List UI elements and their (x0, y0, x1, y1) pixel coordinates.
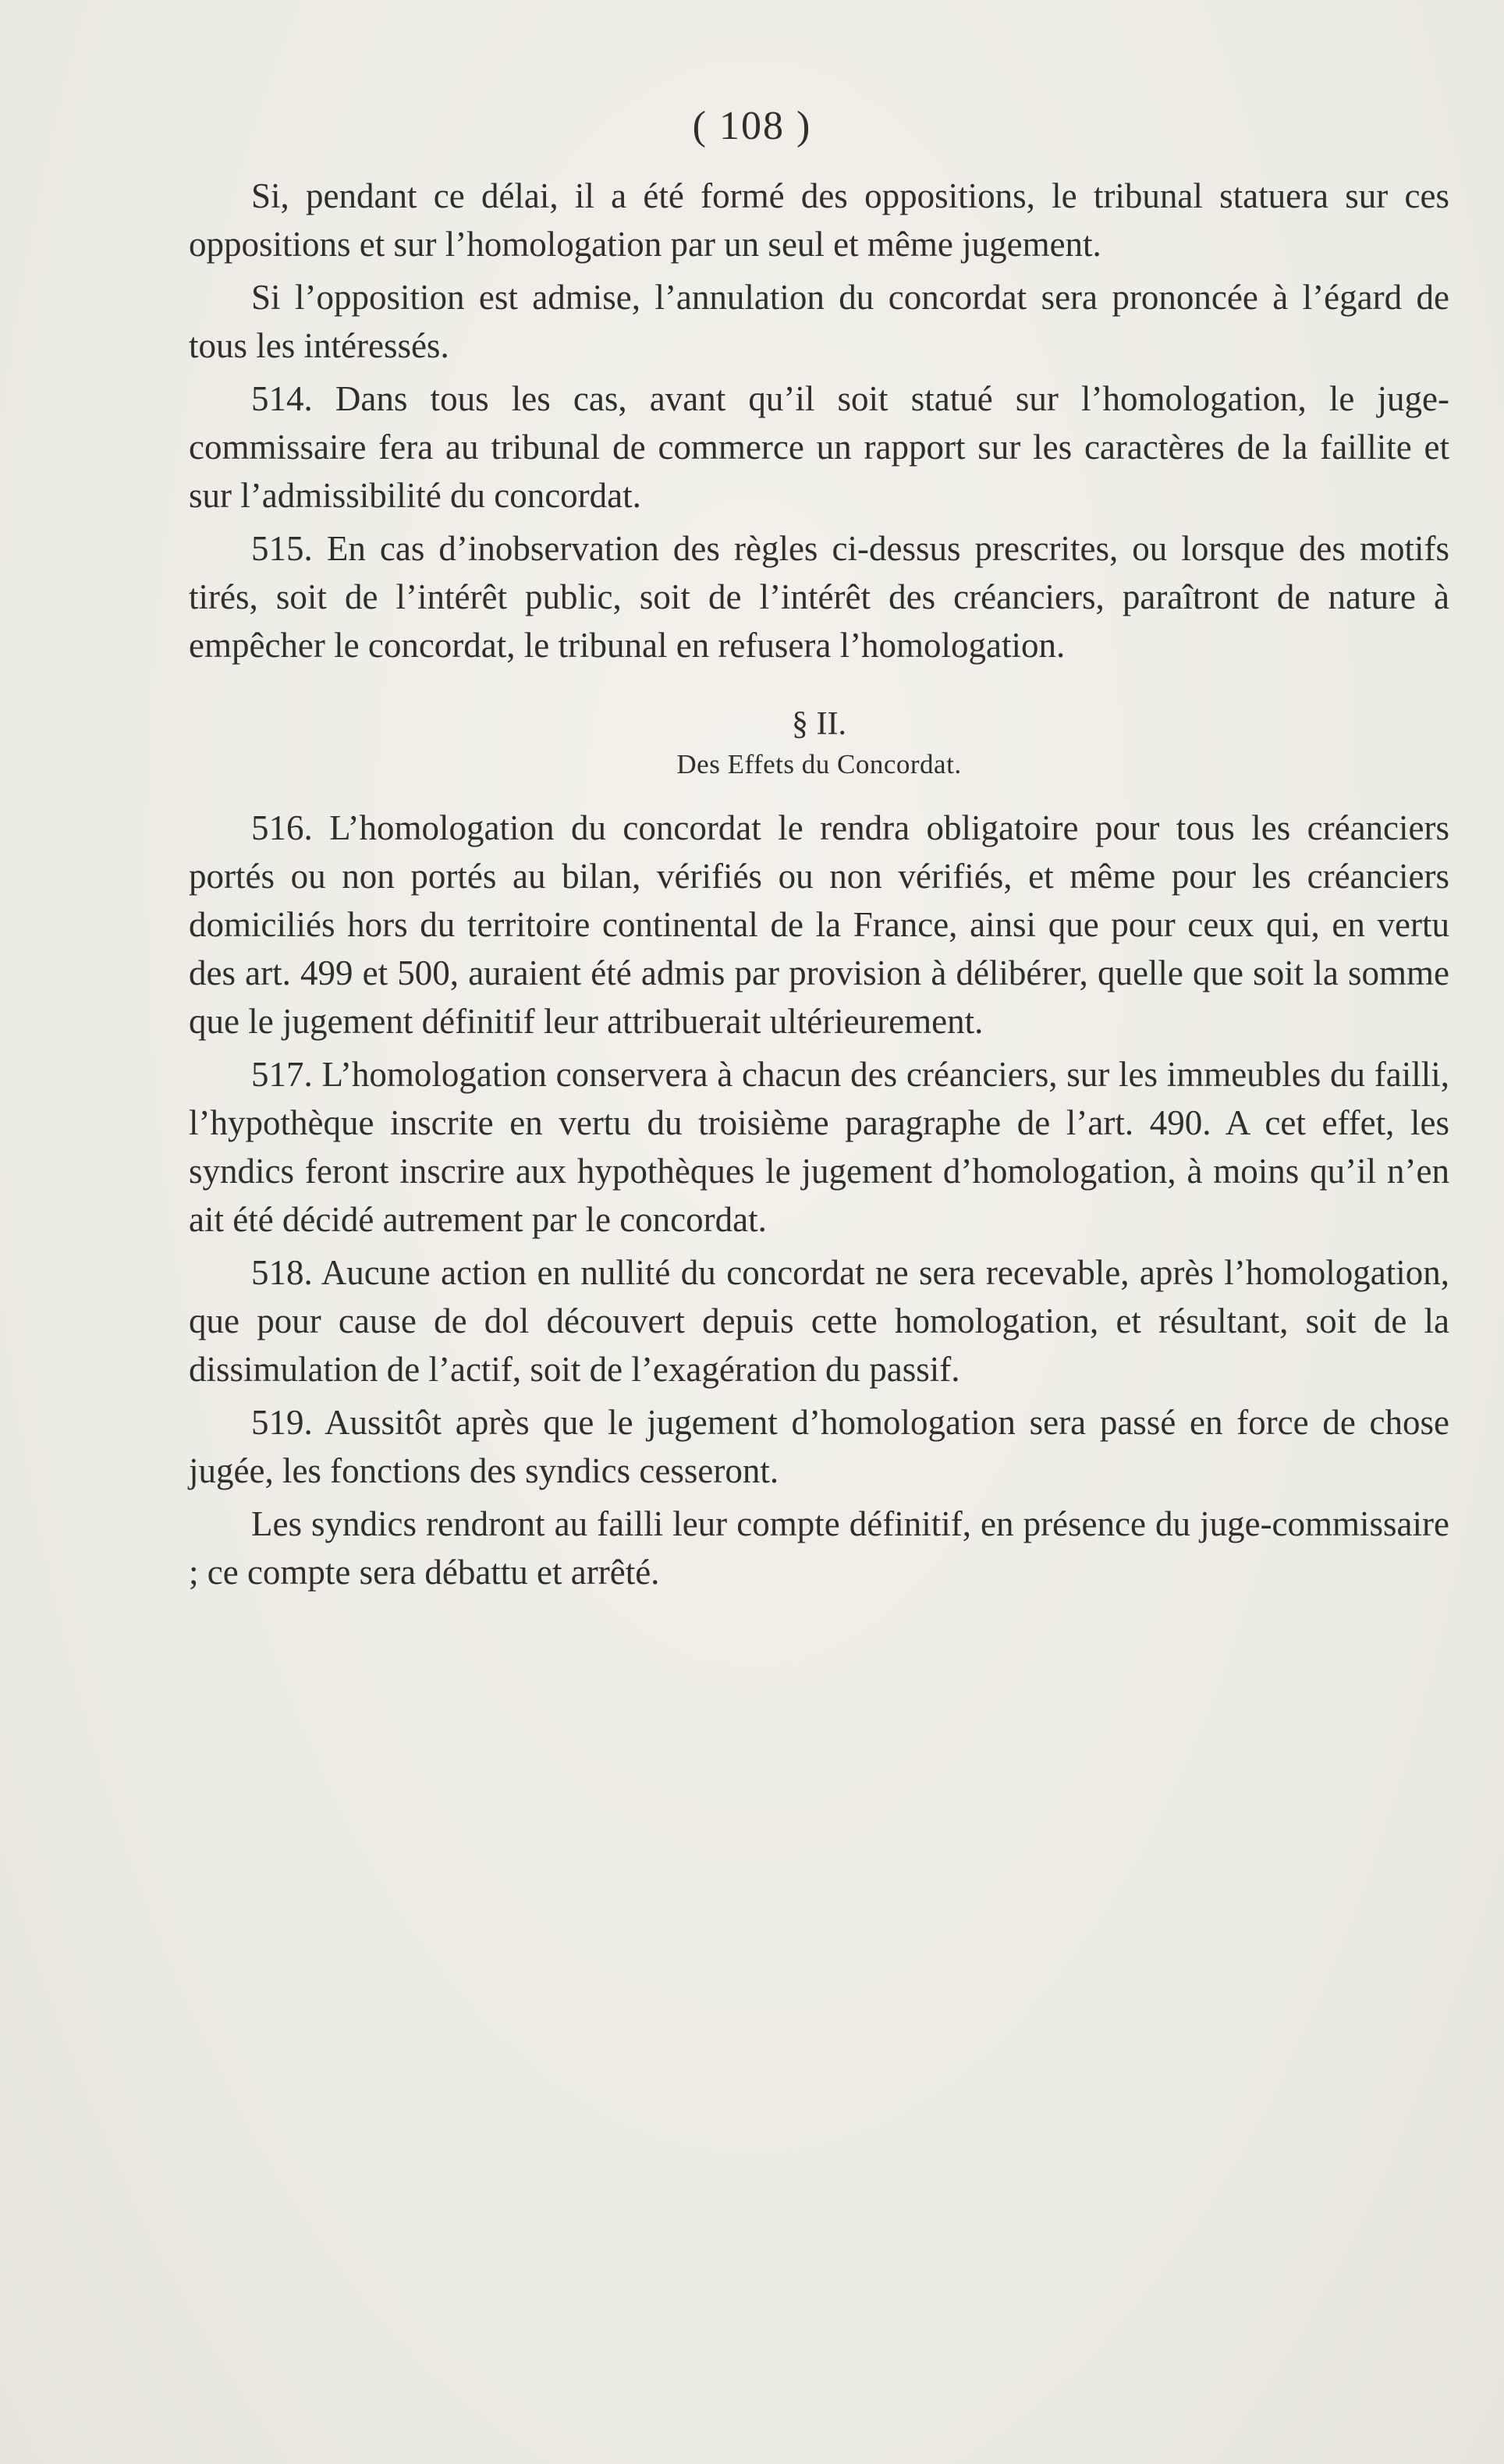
section-mark: § II. (792, 706, 846, 742)
section-title: Des Effets du Concordat. (676, 749, 962, 779)
paragraph-opposition-delay: Si, pendant ce délai, il a été formé des oppositions, le tribunal statuera sur ces oppositions et sur l’homologation par un seul et même jugement. (189, 176, 1449, 264)
paragraph-final-account: Les syndics rendront au failli leur compte définitif, en présence du juge-commissaire ; ce compte sera débattu et arrêté. (189, 1504, 1449, 1592)
article-519: 519. Aussitôt après que le jugement d’homologation sera passé en force de chose jugée, les fonctions des syndics cesseront. (189, 1403, 1449, 1490)
article-517: 517. L’homologation conservera à chacun des créanciers, sur les immeubles du failli, l’hypothèque inscrite en vertu du troisième paragraphe de l’art. 490. A cet effet, les syndics feront inscrire aux hypothèques le jugement d’homologation, à moins qu’il n’en ait été décidé autrement par le concordat. (189, 1055, 1449, 1239)
article-515: 515. En cas d’inobservation des règles ci-dessus prescrites, ou lorsque des motifs tirés, soit de l’intérêt public, soit de l’intérêt des créanciers, paraîtront de nature à empêcher le concordat, le tribunal en refusera l’homologation. (189, 529, 1449, 665)
article-514: 514. Dans tous les cas, avant qu’il soit statué sur l’homologation, le juge-commissaire fera au tribunal de commerce un rapport sur les caractères de la faillite et sur l’admissibilité du concordat. (189, 379, 1449, 515)
body-text (189, 172, 1449, 1601)
article-516: 516. L’homologation du concordat le rendra obligatoire pour tous les créanciers portés ou non portés au bilan, vérifiés ou non vérifiés, et même pour les créanciers domiciliés hors du territoire continental de la France, ainsi que pour ceux qui, en vertu des art. 499 et 500, auraient été admis par provision à délibérer, quelle que soit la somme que le jugement définitif leur attribuerait ultérieurement. (189, 808, 1449, 1041)
article-518: 518. Aucune action en nullité du concordat ne sera recevable, après l’homologation, que pour cause de dol découvert depuis cette homologation, et résultant, soit de la dissimulation de l’actif, soit de l’exagération du passif. (189, 1253, 1449, 1389)
paragraph-opposition-admitted: Si l’opposition est admise, l’annulation du concordat sera prononcée à l’égard de tous les intéressés. (189, 278, 1449, 365)
page-number: ( 108 ) (692, 104, 812, 148)
